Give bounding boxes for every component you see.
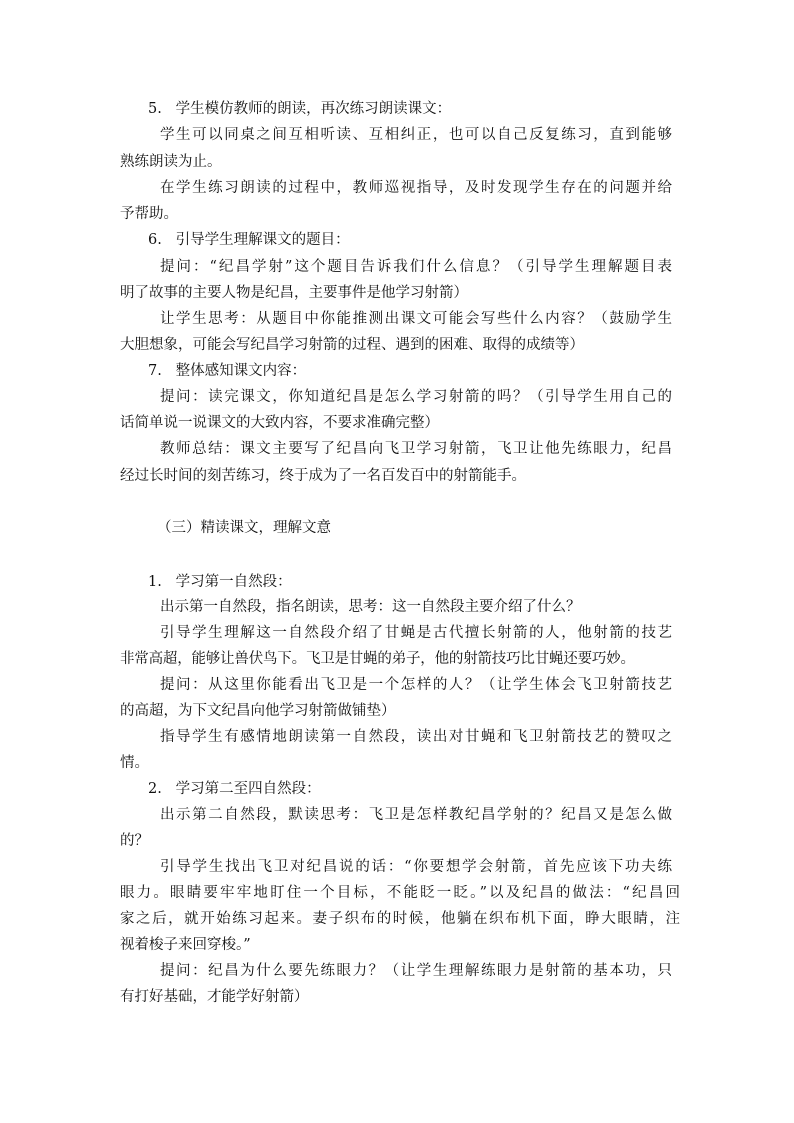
section-heading xyxy=(148,230,688,250)
paragraph-line: 有打好基础，才能学好射箭） xyxy=(120,989,309,1005)
paragraph-line: 经过长时间的刻苦练习，终于成为了一名百发百中的射箭能手。 xyxy=(120,468,526,484)
paragraph-line: 的？ xyxy=(120,833,149,849)
paragraph-line: 出示第二自然段，默读思考：飞卫是怎样教纪昌学射的？纪昌又是怎么做 xyxy=(160,807,672,823)
part-title: （三）精读课文，理解文意 xyxy=(157,520,331,536)
paragraph-line: 学生可以同桌之间互相听读、互相纠正，也可以自己反复练习，直到能够 xyxy=(160,127,672,143)
heading-text: 学习第二至四自然段： xyxy=(175,781,321,797)
list-number: 7. xyxy=(148,363,162,379)
paragraph-line: 非常高超，能够让兽伏鸟下。飞卫是甘蝇的弟子，他的射箭技巧比甘蝇还要巧妙。 xyxy=(120,651,635,667)
section-heading xyxy=(148,572,688,592)
heading-text: 学习第一自然段： xyxy=(175,574,292,590)
paragraph-line: 明了故事的主要人物是纪昌，主要事件是他学习射箭） xyxy=(120,285,468,301)
paragraph-line: 熟练朗读为止。 xyxy=(120,154,222,170)
list-number: 2. xyxy=(148,781,162,797)
heading-text: 整体感知课文内容： xyxy=(175,363,307,379)
section-heading xyxy=(148,361,688,381)
paragraph-line: 引导学生理解这一自然段介绍了甘蝇是古代擅长射箭的人，他射箭的技艺 xyxy=(160,625,672,641)
paragraph-line: 出示第一自然段，指名朗读，思考：这一自然段主要介绍了什么？ xyxy=(160,599,581,615)
heading-text: 引导学生理解课文的题目： xyxy=(175,232,350,248)
paragraph-line: 视着梭子来回穿梭。” xyxy=(120,937,251,953)
paragraph-line: 引导学生找出飞卫对纪昌说的话：“你要想学会射箭，首先应该下功夫练 xyxy=(160,859,672,875)
list-number: 6. xyxy=(148,232,162,248)
paragraph-line: 提问：“纪昌学射”这个题目告诉我们什么信息？（引导学生理解题目表 xyxy=(160,259,672,275)
paragraph-line: 提问：读完课文，你知道纪昌是怎么学习射箭的吗？（引导学生用自己的 xyxy=(160,389,672,405)
paragraph-line: 在学生练习朗读的过程中，教师巡视指导，及时发现学生存在的问题并给 xyxy=(160,180,672,196)
paragraph-line: 教师总结：课文主要写了纪昌向飞卫学习射箭，飞卫让他先练眼力，纪昌 xyxy=(160,441,672,457)
paragraph-line: 眼力。眼睛要牢牢地盯住一个目标，不能眨一眨。”以及纪昌的做法：“纪昌回 xyxy=(120,885,680,901)
paragraph-line: 情。 xyxy=(120,755,149,771)
paragraph-line: 提问：从这里你能看出飞卫是一个怎样的人？（让学生体会飞卫射箭技艺 xyxy=(160,677,672,693)
paragraph-line: 话简单说一说课文的大致内容，不要求准确完整） xyxy=(120,415,439,431)
paragraph-line: 让学生思考：从题目中你能推测出课文可能会写些什么内容？（鼓励学生 xyxy=(160,311,672,327)
paragraph-line: 家之后，就开始练习起来。妻子织布的时候，他躺在织布机下面，睁大眼睛，注 xyxy=(120,911,680,927)
list-number: 1. xyxy=(148,574,162,590)
section-heading xyxy=(148,779,688,799)
section-heading xyxy=(148,99,688,119)
paragraph-line: 予帮助。 xyxy=(120,206,178,222)
paragraph-line: 指导学生有感情地朗读第一自然段，读出对甘蝇和飞卫射箭技艺的赞叹之 xyxy=(160,729,672,745)
list-number: 5. xyxy=(148,101,162,117)
paragraph-line: 的高超，为下文纪昌向他学习射箭做铺垫） xyxy=(120,703,396,719)
paragraph-line: 大胆想象，可能会写纪昌学习射箭的过程、遇到的困难、取得的成绩等） xyxy=(120,337,584,353)
heading-text: 学生模仿教师的朗读，再次练习朗读课文： xyxy=(175,101,452,117)
paragraph-line: 提问：纪昌为什么要先练眼力？（让学生理解练眼力是射箭的基本功，只 xyxy=(160,963,672,979)
